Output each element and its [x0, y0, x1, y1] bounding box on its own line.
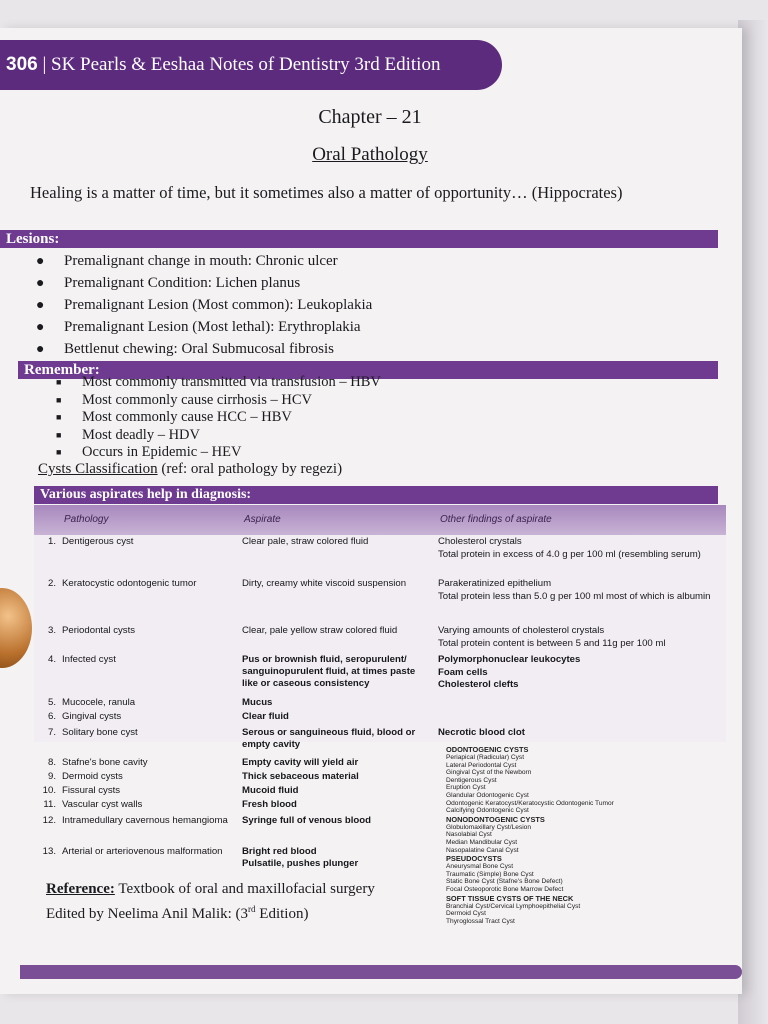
aspirate-cell: Dirty, creamy white viscoid suspension — [242, 578, 407, 589]
row-number: 12. — [42, 815, 56, 826]
table-header — [34, 505, 726, 535]
column-header: Other findings of aspirate — [440, 514, 552, 525]
classification-item: Nasolabial Cyst — [446, 831, 492, 839]
classification-item: Nasopalatine Canal Cyst — [446, 846, 519, 854]
aspirate-cell: Bright red blood Pulsatile, pushes plunger — [242, 846, 359, 869]
square-bullet-icon: ■ — [56, 447, 62, 457]
pathology-cell: Infected cyst — [62, 654, 116, 665]
classification-item: Dentigerous Cyst — [446, 776, 497, 784]
classification-item: Gingival Cyst of the Newborn — [446, 769, 532, 777]
quote: Healing is a matter of time, but it sometimes also a matter of opportunity… (Hippocrates) — [30, 183, 623, 202]
pathology-cell: Dermoid cysts — [62, 771, 123, 782]
square-bullet-icon: ■ — [56, 429, 62, 440]
lesions-heading: Lesions: — [0, 230, 718, 248]
classification-item: Traumatic (Simple) Bone Cyst — [446, 870, 534, 878]
row-number: 10. — [42, 785, 56, 796]
aspirate-cell: Thick sebaceous material — [242, 771, 359, 782]
aspirate-cell: Mucoid fluid — [242, 785, 299, 796]
reference-line-2: Edited by Neelima Anil Malik: (3rd Edition) — [46, 904, 309, 922]
classification-heading: NONODONTOGENIC CYSTS — [446, 814, 545, 824]
pathology-cell: Arterial or arteriovenous malformation — [62, 846, 223, 857]
other-findings-cell: Cholesterol crystals Total protein in excess of 4.0 g per 100 ml (resembling serum) — [438, 536, 701, 560]
row-number: 8. — [47, 757, 56, 768]
classification-item: Aneurysmal Bone Cyst — [446, 863, 514, 871]
list-item: ● Premalignant Lesion (Most common): Leukoplakia — [36, 294, 372, 316]
classification-item: Glandular Odontogenic Cyst — [446, 791, 529, 799]
other-findings-cell: Varying amounts of cholesterol crystals Total protein content is between 5 and 11g per 100 ml — [438, 625, 666, 649]
pathology-cell: Gingival cysts — [62, 711, 122, 722]
row-number: 9. — [47, 771, 56, 782]
list-item: ■ Most commonly cause HCC – HBV — [56, 409, 292, 426]
pathology-cell: Vascular cyst walls — [62, 799, 143, 810]
square-bullet-icon: ■ — [56, 394, 62, 405]
list-item: ■ Most commonly cause cirrhosis – HCV — [56, 391, 312, 408]
other-findings-cell: Necrotic blood clot — [438, 727, 525, 738]
footer-bar — [20, 965, 742, 979]
classification-heading: PSEUDOCYSTS — [446, 854, 502, 864]
pathology-cell: Solitary bone cyst — [62, 727, 138, 738]
row-number: 6. — [47, 711, 56, 722]
cyst-classification-list — [446, 745, 716, 925]
bullet-icon: ● — [36, 342, 45, 357]
cysts-ref: (ref: oral pathology by regezi) — [161, 461, 343, 477]
classification-item: Branchial Cyst/Cervical Lymphoepithelial Cyst — [446, 902, 581, 910]
list-item: ● Premalignant Lesion (Most lethal): Erythroplakia — [36, 316, 372, 338]
pathology-cell: Dentigerous cyst — [62, 536, 134, 547]
pathology-cell: Intramedullary cavernous hemangioma — [62, 815, 228, 826]
aspirates-heading: Various aspirates help in diagnosis: — [34, 486, 718, 504]
classification-item: Calcifying Odontogenic Cyst — [446, 807, 529, 815]
bullet-icon: ● — [36, 320, 45, 335]
cysts-classification — [38, 461, 342, 478]
pathology-cell: Stafne's bone cavity — [62, 757, 148, 768]
reference — [46, 879, 375, 924]
square-bullet-icon: ■ — [56, 377, 62, 387]
list-item: ● Bettlenut chewing: Oral Submucosal fibrosis — [36, 338, 372, 360]
remember-list — [56, 374, 381, 462]
list-item: ■ Occurs in Epidemic – HEV — [56, 444, 242, 461]
other-findings-cell: Parakeratinized epithelium Total protein less than 5.0 g per 100 ml most of which is albumin — [438, 578, 711, 602]
bullet-icon: ● — [36, 298, 45, 313]
reference-label: Reference: — [46, 881, 115, 897]
aspirate-cell: Clear, pale yellow straw colored fluid — [242, 625, 398, 636]
aspirate-cell: Clear pale, straw colored fluid — [242, 536, 369, 547]
classification-item: Dermoid Cyst — [446, 910, 486, 918]
classification-item: Thyroglossal Tract Cyst — [446, 917, 515, 925]
row-number: 4. — [47, 654, 56, 665]
classification-item: Static Bone Cyst (Stafne's Bone Defect) — [446, 878, 563, 886]
reference-line-1: Reference: Textbook of oral and maxillofacial surgery — [46, 881, 375, 897]
list-item: ■ Most commonly transmitted via transfusion – HBV — [56, 374, 381, 391]
column-header: Aspirate — [244, 514, 281, 525]
classification-item: Odontogenic Keratocyst/Keratocystic Odontogenic Tumor — [446, 799, 614, 807]
aspirate-cell: Mucus — [242, 697, 273, 708]
book-title: SK Pearls & Eeshaa Notes of Dentistry 3rd Edition — [51, 54, 441, 75]
row-number: 5. — [47, 697, 56, 708]
bullet-icon: ● — [36, 254, 45, 269]
classification-item: Globulomaxillary Cyst/Lesion — [446, 823, 532, 831]
aspirate-cell: Clear fluid — [242, 711, 289, 722]
row-number: 11. — [43, 799, 56, 810]
aspirate-cell: Serous or sanguineous fluid, blood or empty cavity — [242, 727, 416, 750]
row-number: 13. — [42, 846, 56, 857]
subject-title: Oral Pathology — [312, 144, 428, 165]
list-item: ● Premalignant change in mouth: Chronic ulcer — [36, 250, 372, 272]
row-number: 3. — [47, 625, 56, 636]
classification-item: Focal Osteoporotic Bone Marrow Defect — [446, 885, 564, 893]
aspirate-cell: Pus or brownish fluid, seropurulent/ sanguinopurulent fluid, at times paste like or caseous consistency — [242, 654, 416, 689]
aspirate-cell: Syringe full of venous blood — [242, 815, 371, 826]
classification-item: Lateral Periodontal Cyst — [446, 761, 517, 769]
page-number: 306 — [6, 54, 38, 75]
column-header: Pathology — [64, 514, 109, 525]
classification-item: Median Mandibular Cyst — [446, 838, 518, 846]
aspirate-cell: Fresh blood — [242, 799, 297, 810]
list-item: ■ Most deadly – HDV — [56, 426, 201, 443]
bullet-icon: ● — [36, 276, 45, 291]
remember-heading: Remember: — [18, 361, 718, 379]
page-edge — [738, 20, 768, 1024]
classification-item: Eruption Cyst — [446, 784, 486, 792]
pathology-cell: Fissural cysts — [62, 785, 121, 796]
pathology-cell: Keratocystic odontogenic tumor — [62, 578, 197, 589]
pathology-cell: Periodontal cysts — [62, 625, 136, 636]
classification-item: Periapical (Radicular) Cyst — [446, 754, 525, 761]
row-number: 1. — [47, 536, 56, 547]
square-bullet-icon: ■ — [56, 412, 62, 422]
classification-heading: SOFT TISSUE CYSTS OF THE NECK — [446, 893, 574, 903]
lesions-list — [36, 250, 372, 360]
cysts-heading: Cysts Classification — [38, 461, 158, 477]
aspirate-cell: Empty cavity will yield air — [242, 757, 359, 768]
pathology-cell: Mucocele, ranula — [62, 697, 136, 708]
header-separator: | — [42, 54, 47, 75]
chapter-title: Chapter – 21 — [318, 106, 422, 128]
running-header — [0, 40, 502, 90]
row-number: 2. — [47, 578, 56, 589]
row-number: 7. — [47, 727, 56, 738]
list-item: ● Premalignant Condition: Lichen planus — [36, 272, 372, 294]
classification-heading: ODONTOGENIC CYSTS — [446, 745, 529, 754]
other-findings-cell: Polymorphonuclear leukocytes Foam cells Cholesterol clefts — [438, 654, 581, 690]
